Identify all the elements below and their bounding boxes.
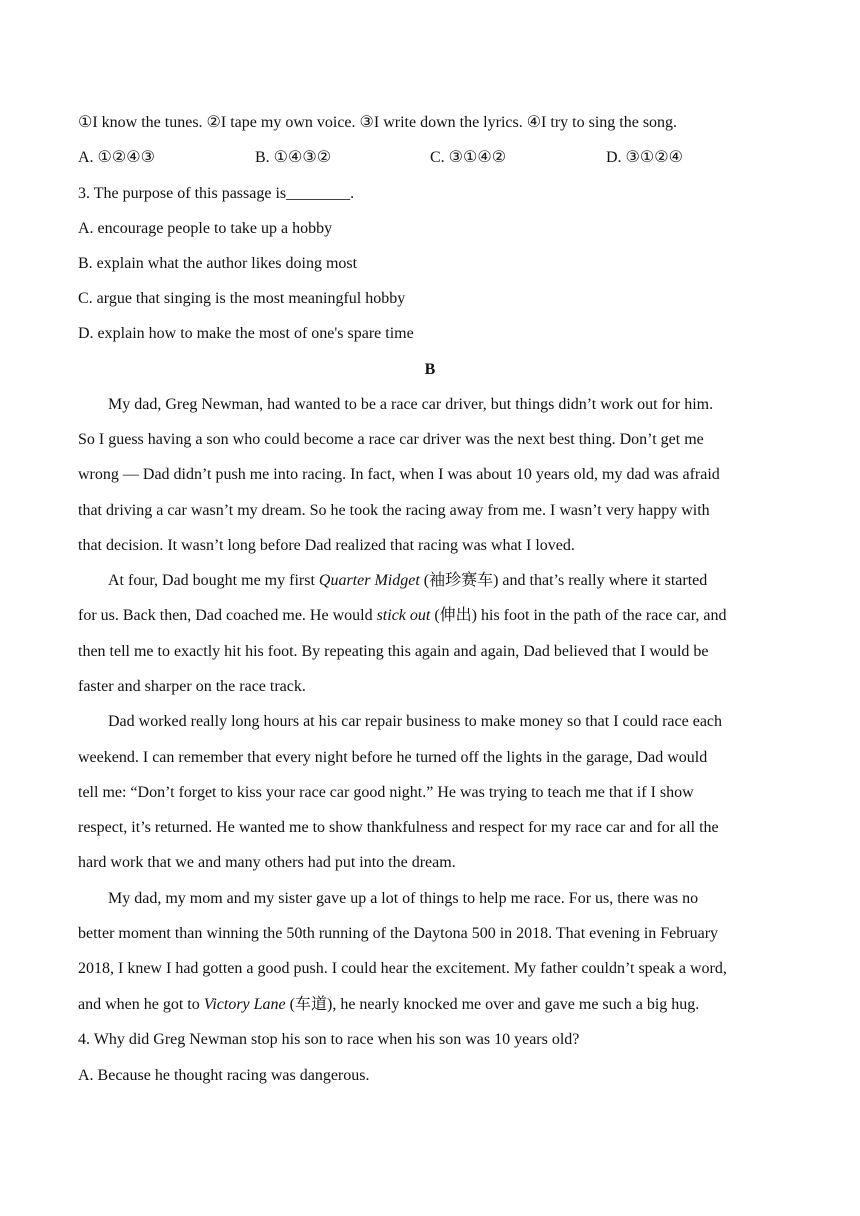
passage-p4-line: My dad, my mom and my sister gave up a lot of things to help me race. For us, there was no: [108, 890, 699, 907]
q2-items: ①I know the tunes. ②I tape my own voice. ③I write down the lyrics. ④I try to sing the song.: [78, 114, 678, 131]
passage-p3-line: hard work that we and many others had put into the dream.: [78, 854, 456, 871]
q4-stem: 4. Why did Greg Newman stop his son to race when his son was 10 years old?: [78, 1031, 580, 1048]
passage-p2-line: then tell me to exactly hit his foot. By repeating this again and again, Dad believed that I would be: [78, 643, 709, 660]
section-title: B: [424, 361, 436, 378]
passage-p2-line: [108, 571, 707, 591]
q3-option-c: C. argue that singing is the most meaningful hobby: [78, 290, 406, 307]
passage-text: At four, Dad bought me my first: [108, 572, 319, 589]
passage-p1-line: that driving a car wasn’t my dream. So he took the racing away from me. I wasn’t very happy with: [78, 502, 710, 519]
passage-p3-line: respect, it’s returned. He wanted me to show thankfulness and respect for my race car and for all the: [78, 819, 719, 836]
passage-text: (伸出) his foot in the path of the race car, and: [430, 607, 727, 624]
passage-text: for us. Back then, Dad coached me. He would: [78, 607, 377, 624]
passage-p4-line: better moment than winning the 50th running of the Daytona 500 in 2018. That evening in February: [78, 925, 719, 942]
q2-option-a: A. ①②④③: [78, 149, 155, 166]
passage-p2-line: [78, 606, 727, 626]
term-victory-lane: Victory Lane: [203, 996, 286, 1013]
passage-p4-line: 2018, I knew I had gotten a good push. I could hear the excitement. My father couldn’t speak a word,: [78, 960, 727, 977]
passage-p1-line: My dad, Greg Newman, had wanted to be a race car driver, but things didn’t work out for him.: [108, 396, 714, 413]
q4-option-a: A. Because he thought racing was dangerous.: [78, 1067, 370, 1084]
passage-p1-line: wrong — Dad didn’t push me into racing. In fact, when I was about 10 years old, my dad was afraid: [78, 466, 720, 483]
q2-option-d: D. ③①②④: [606, 149, 683, 166]
q3-option-b: B. explain what the author likes doing most: [78, 255, 358, 272]
term-stick-out: stick out: [376, 607, 431, 624]
q3-option-d: D. explain how to make the most of one's spare time: [78, 325, 414, 342]
passage-p1-line: that decision. It wasn’t long before Dad realized that racing was what I loved.: [78, 537, 575, 554]
passage-p3-line: Dad worked really long hours at his car repair business to make money so that I could race each: [108, 713, 723, 730]
passage-text: and when he got to: [78, 996, 204, 1013]
q3-stem: 3. The purpose of this passage is________.: [78, 185, 355, 202]
q2-option-c: C. ③①④②: [430, 149, 507, 166]
passage-p2-line: faster and sharper on the race track.: [78, 678, 306, 695]
passage-p4-line: [78, 995, 699, 1015]
term-quarter-midget: Quarter Midget: [318, 572, 420, 589]
passage-p1-line: So I guess having a son who could become a race car driver was the next best thing. Don’t get me: [78, 431, 704, 448]
q2-option-b: B. ①④③②: [255, 149, 332, 166]
passage-p3-line: weekend. I can remember that every night before he turned off the lights in the garage, Dad would: [78, 749, 708, 766]
passage-text: (袖珍赛车) and that’s really where it started: [419, 572, 708, 589]
passage-p3-line: tell me: “Don’t forget to kiss your race car good night.” He was trying to teach me that if I show: [78, 784, 694, 801]
q3-option-a: A. encourage people to take up a hobby: [78, 220, 333, 237]
passage-text: (车道), he nearly knocked me over and gave me such a big hug.: [285, 996, 700, 1013]
